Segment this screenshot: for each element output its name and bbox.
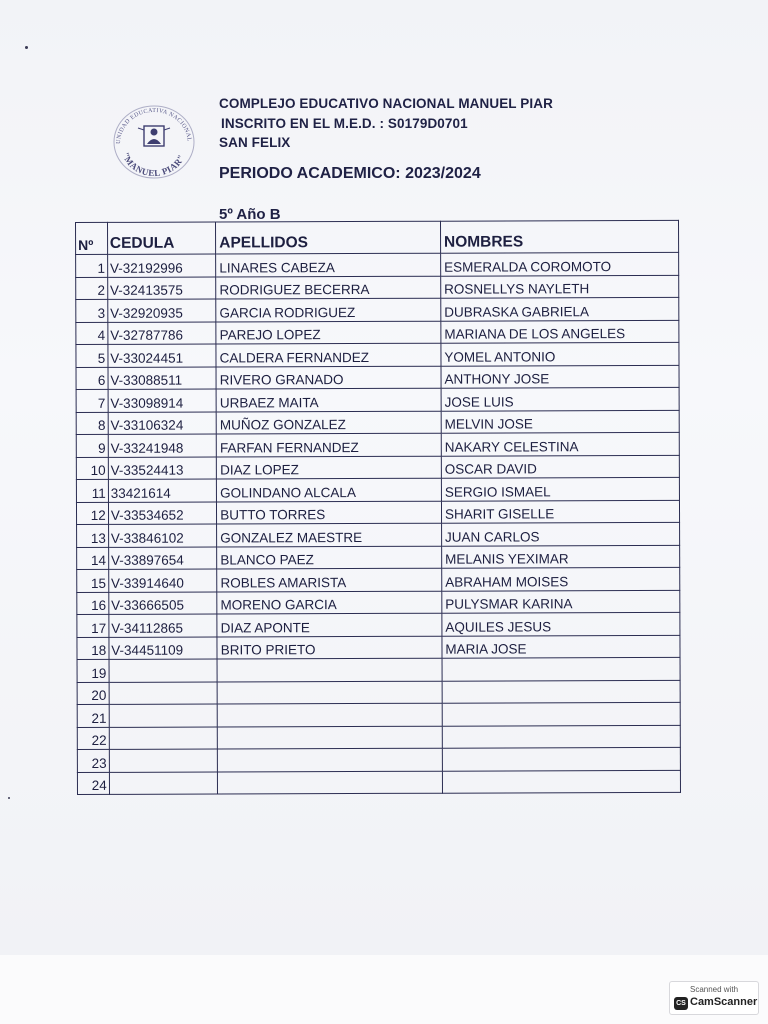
row-number: 18 — [77, 637, 109, 660]
cedula-cell: V-33088511 — [108, 367, 216, 390]
table-row — [76, 410, 679, 435]
apellidos-cell: CALDERA FERNANDEZ — [216, 343, 441, 366]
row-number: 5 — [76, 344, 108, 367]
nombres-cell: DUBRASKA GABRIELA — [441, 297, 679, 320]
row-number: 20 — [77, 682, 109, 705]
cedula-cell: 33421614 — [108, 479, 216, 502]
table-row — [77, 657, 680, 682]
row-number: 3 — [76, 299, 108, 322]
nombres-cell: MARIANA DE LOS ANGELES — [441, 320, 679, 343]
cedula-cell: V-33106324 — [108, 412, 216, 435]
cedula-cell: V-33524413 — [108, 457, 216, 480]
table-header-row — [76, 220, 679, 254]
nombres-cell: MELVIN JOSE — [441, 410, 679, 433]
apellidos-cell — [217, 703, 442, 726]
cedula-cell — [109, 772, 217, 795]
row-number: 16 — [77, 592, 109, 615]
cedula-cell: V-32413575 — [107, 277, 215, 300]
camscanner-logo-icon: CS — [674, 997, 688, 1010]
cedula-cell: V-32787786 — [108, 322, 216, 345]
table-row — [77, 770, 680, 795]
apellidos-cell: PAREJO LOPEZ — [216, 321, 441, 344]
table-row — [76, 297, 679, 322]
table-row — [76, 320, 679, 345]
scan-speck — [25, 46, 28, 49]
nombres-cell: NAKARY CELESTINA — [441, 432, 679, 455]
nombres-cell: ANTHONY JOSE — [441, 365, 679, 388]
nombres-cell: ABRAHAM MOISES — [442, 567, 680, 590]
svg-text:"MANUEL PIAR": "MANUEL PIAR" — [120, 150, 187, 179]
cedula-cell: V-32920935 — [108, 299, 216, 322]
cedula-cell: V-33846102 — [108, 524, 216, 547]
row-number: 21 — [77, 704, 109, 727]
cedula-cell — [109, 727, 217, 750]
cedula-cell — [109, 682, 217, 705]
nombres-cell: ESMERALDA COROMOTO — [441, 252, 679, 275]
nombres-cell — [442, 680, 680, 703]
nombres-cell — [442, 725, 680, 748]
apellidos-cell: URBAEZ MAITA — [216, 388, 441, 411]
row-number: 1 — [76, 254, 108, 277]
table-row — [77, 680, 680, 705]
row-number: 2 — [76, 277, 108, 300]
row-number: 10 — [76, 457, 108, 480]
school-registration: INSCRITO EN EL M.E.D. : S0179D0701 — [221, 116, 468, 131]
table-row — [76, 252, 679, 277]
school-seal-logo — [108, 100, 200, 182]
apellidos-cell: MUÑOZ GONZALEZ — [216, 411, 441, 434]
school-name: COMPLEJO EDUCATIVO NACIONAL MANUEL PIAR — [219, 96, 553, 111]
table-row — [77, 612, 680, 637]
nombres-cell: JOSE LUIS — [441, 387, 679, 410]
watermark-app-name: CamScanner — [690, 996, 758, 1008]
roster-body — [76, 252, 681, 794]
apellidos-cell — [218, 771, 443, 794]
student-roster-table — [75, 220, 681, 795]
row-number: 24 — [77, 772, 109, 795]
apellidos-cell: MORENO GARCIA — [217, 591, 442, 614]
row-number: 9 — [76, 434, 108, 457]
row-number: 22 — [77, 727, 109, 750]
cedula-cell — [109, 659, 217, 682]
table-row — [77, 747, 680, 772]
apellidos-cell — [217, 658, 442, 681]
cedula-cell: V-33024451 — [108, 344, 216, 367]
header-number: Nº — [76, 222, 108, 254]
nombres-cell: SHARIT GISELLE — [441, 500, 679, 523]
cedula-cell: V-33666505 — [109, 592, 217, 615]
page-bottom-margin — [0, 955, 768, 1024]
table-row — [76, 432, 679, 457]
apellidos-cell — [217, 726, 442, 749]
cedula-cell — [109, 704, 217, 727]
nombres-cell: AQUILES JESUS — [442, 612, 680, 635]
row-number: 7 — [76, 389, 108, 412]
nombres-cell: YOMEL ANTONIO — [441, 342, 679, 365]
table-row — [77, 545, 680, 570]
nombres-cell: JUAN CARLOS — [441, 522, 679, 545]
apellidos-cell: FARFAN FERNANDEZ — [216, 433, 441, 456]
apellidos-cell: DIAZ LOPEZ — [217, 456, 442, 479]
row-number: 14 — [77, 547, 109, 570]
header-nombres: NOMBRES — [440, 220, 678, 253]
table-row — [77, 635, 680, 660]
apellidos-cell: BLANCO PAEZ — [217, 546, 442, 569]
apellidos-cell: RIVERO GRANADO — [216, 366, 441, 389]
header-apellidos: APELLIDOS — [216, 221, 441, 254]
table-row — [76, 387, 679, 412]
table-row — [77, 590, 680, 615]
row-number: 12 — [76, 502, 108, 525]
cedula-cell: V-34112865 — [109, 614, 217, 637]
header-cedula: CEDULA — [107, 222, 216, 254]
scan-speck — [8, 797, 10, 799]
nombres-cell — [442, 747, 680, 770]
apellidos-cell: GARCIA RODRIGUEZ — [216, 298, 441, 321]
table-row — [77, 702, 680, 727]
academic-period: PERIODO ACADEMICO: 2023/2024 — [219, 165, 481, 182]
apellidos-cell — [217, 681, 442, 704]
row-number: 17 — [77, 614, 109, 637]
apellidos-cell: DIAZ APONTE — [217, 613, 442, 636]
nombres-cell: SERGIO ISMAEL — [441, 477, 679, 500]
camscanner-watermark — [669, 981, 759, 1015]
nombres-cell: PULYSMAR KARINA — [442, 590, 680, 613]
school-city: SAN FELIX — [219, 135, 291, 150]
grade-section: 5º Año B — [219, 206, 281, 223]
cedula-cell: V-33914640 — [108, 569, 216, 592]
table-row — [76, 275, 679, 300]
cedula-cell: V-33897654 — [108, 547, 216, 570]
row-number: 6 — [76, 367, 108, 390]
apellidos-cell: RODRIGUEZ BECERRA — [216, 276, 441, 299]
row-number: 19 — [77, 659, 109, 682]
table-row — [76, 342, 679, 367]
nombres-cell: OSCAR DAVID — [441, 455, 679, 478]
table-row — [77, 567, 680, 592]
nombres-cell: MELANIS YEXIMAR — [442, 545, 680, 568]
row-number: 4 — [76, 322, 108, 345]
row-number: 23 — [77, 749, 109, 772]
apellidos-cell — [218, 748, 443, 771]
table-row — [76, 477, 679, 502]
cedula-cell: V-32192996 — [107, 254, 215, 277]
watermark-caption: Scanned with — [689, 985, 739, 994]
apellidos-cell: ROBLES AMARISTA — [217, 568, 442, 591]
apellidos-cell: GOLINDANO ALCALA — [217, 478, 442, 501]
table-row — [76, 365, 679, 390]
cedula-cell: V-33098914 — [108, 389, 216, 412]
nombres-cell: MARIA JOSE — [442, 635, 680, 658]
table-row — [77, 522, 680, 547]
table-row — [76, 500, 679, 525]
cedula-cell — [109, 749, 217, 772]
apellidos-cell: BRITO PRIETO — [217, 636, 442, 659]
cedula-cell: V-34451109 — [109, 637, 217, 660]
row-number: 15 — [77, 569, 109, 592]
apellidos-cell: BUTTO TORRES — [217, 501, 442, 524]
nombres-cell — [442, 657, 680, 680]
row-number: 8 — [76, 412, 108, 435]
row-number: 11 — [76, 479, 108, 502]
cedula-cell: V-33241948 — [108, 434, 216, 457]
svg-text:UNIDAD EDUCATIVA NACIONAL: UNIDAD EDUCATIVA NACIONAL — [115, 107, 192, 145]
apellidos-cell: LINARES CABEZA — [216, 253, 441, 276]
nombres-cell — [442, 702, 680, 725]
table-row — [76, 455, 679, 480]
cedula-cell: V-33534652 — [108, 502, 216, 525]
nombres-cell — [442, 770, 680, 793]
row-number: 13 — [77, 524, 109, 547]
table-row — [77, 725, 680, 750]
apellidos-cell: GONZALEZ MAESTRE — [217, 523, 442, 546]
nombres-cell: ROSNELLYS NAYLETH — [441, 275, 679, 298]
